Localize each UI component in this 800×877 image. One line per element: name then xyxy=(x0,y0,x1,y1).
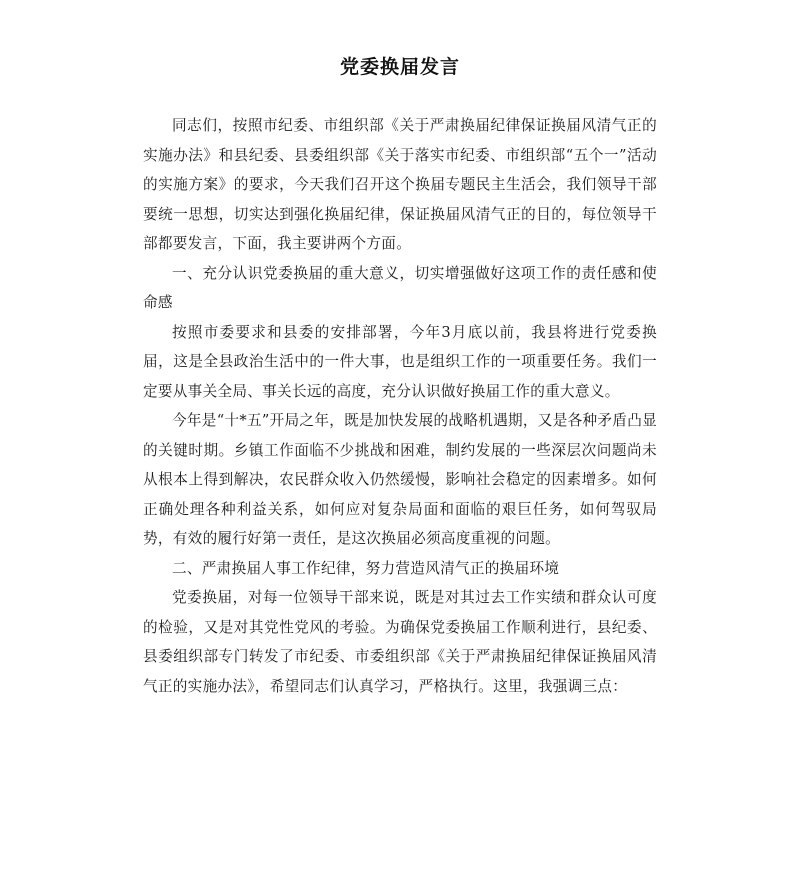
paragraph-intro: 同志们，按照市纪委、市组织部《关于严肃换届纪律保证换届风清气正的实施办法》和县纪委、县委组织部《关于落实市纪委、市组织部“五个一”活动的实施方案》的要求，今天我们召开这个换届专题民主生活会，我们领导干部要统一思想，切实达到强化换届纪律，保证换届风清气正的目的，每位领导干部都要发言，下面，我主要讲两个方面。 xyxy=(143,117,657,252)
document-title: 党委换届发言 xyxy=(339,56,460,78)
document-body xyxy=(143,111,657,701)
paragraph-importance: 按照市委要求和县委的安排部署，今年3月底以前，我县将进行党委换届，这是全县政治生活中的一件大事，也是组织工作的一项重要任务。我们一定要从事关全局、事关长远的高度，充分认识做好换届工作的重大意义。 xyxy=(143,323,657,400)
paragraph-discipline: 党委换届，对每一位领导干部来说，既是对其过去工作实绩和群众认可度的检验，又是对其党性党风的考验。为确保党委换届工作顺利进行，县纪委、县委组织部专门转发了市纪委、市委组织部《关于严肃换届纪律保证换届风清气正的实施办法》，希望同志们认真学习，严格执行。这里，我强调三点： xyxy=(143,589,657,695)
section-heading-two: 二、严肃换届人事工作纪律，努力营造风清气正的换届环境 xyxy=(172,559,560,577)
section-heading-one: 一、充分认识党委换届的重大意义，切实增强做好这项工作的责任感和使命感 xyxy=(143,264,657,311)
paragraph-context: 今年是“十*五”开局之年，既是加快发展的战略机遇期，又是各种矛盾凸显的关键时期。乡镇工作面临不少挑战和困难，制约发展的一些深层次问题尚未从根本上得到解决，农民群众收入仍然缓慢，影响社会稳定的因素增多。如何正确处理各种利益关系，如何应对复杂局面和面临的艰巨任务，如何驾驭局势，有效的履行好第一责任，是这次换届必须高度重视的问题。 xyxy=(143,412,657,547)
